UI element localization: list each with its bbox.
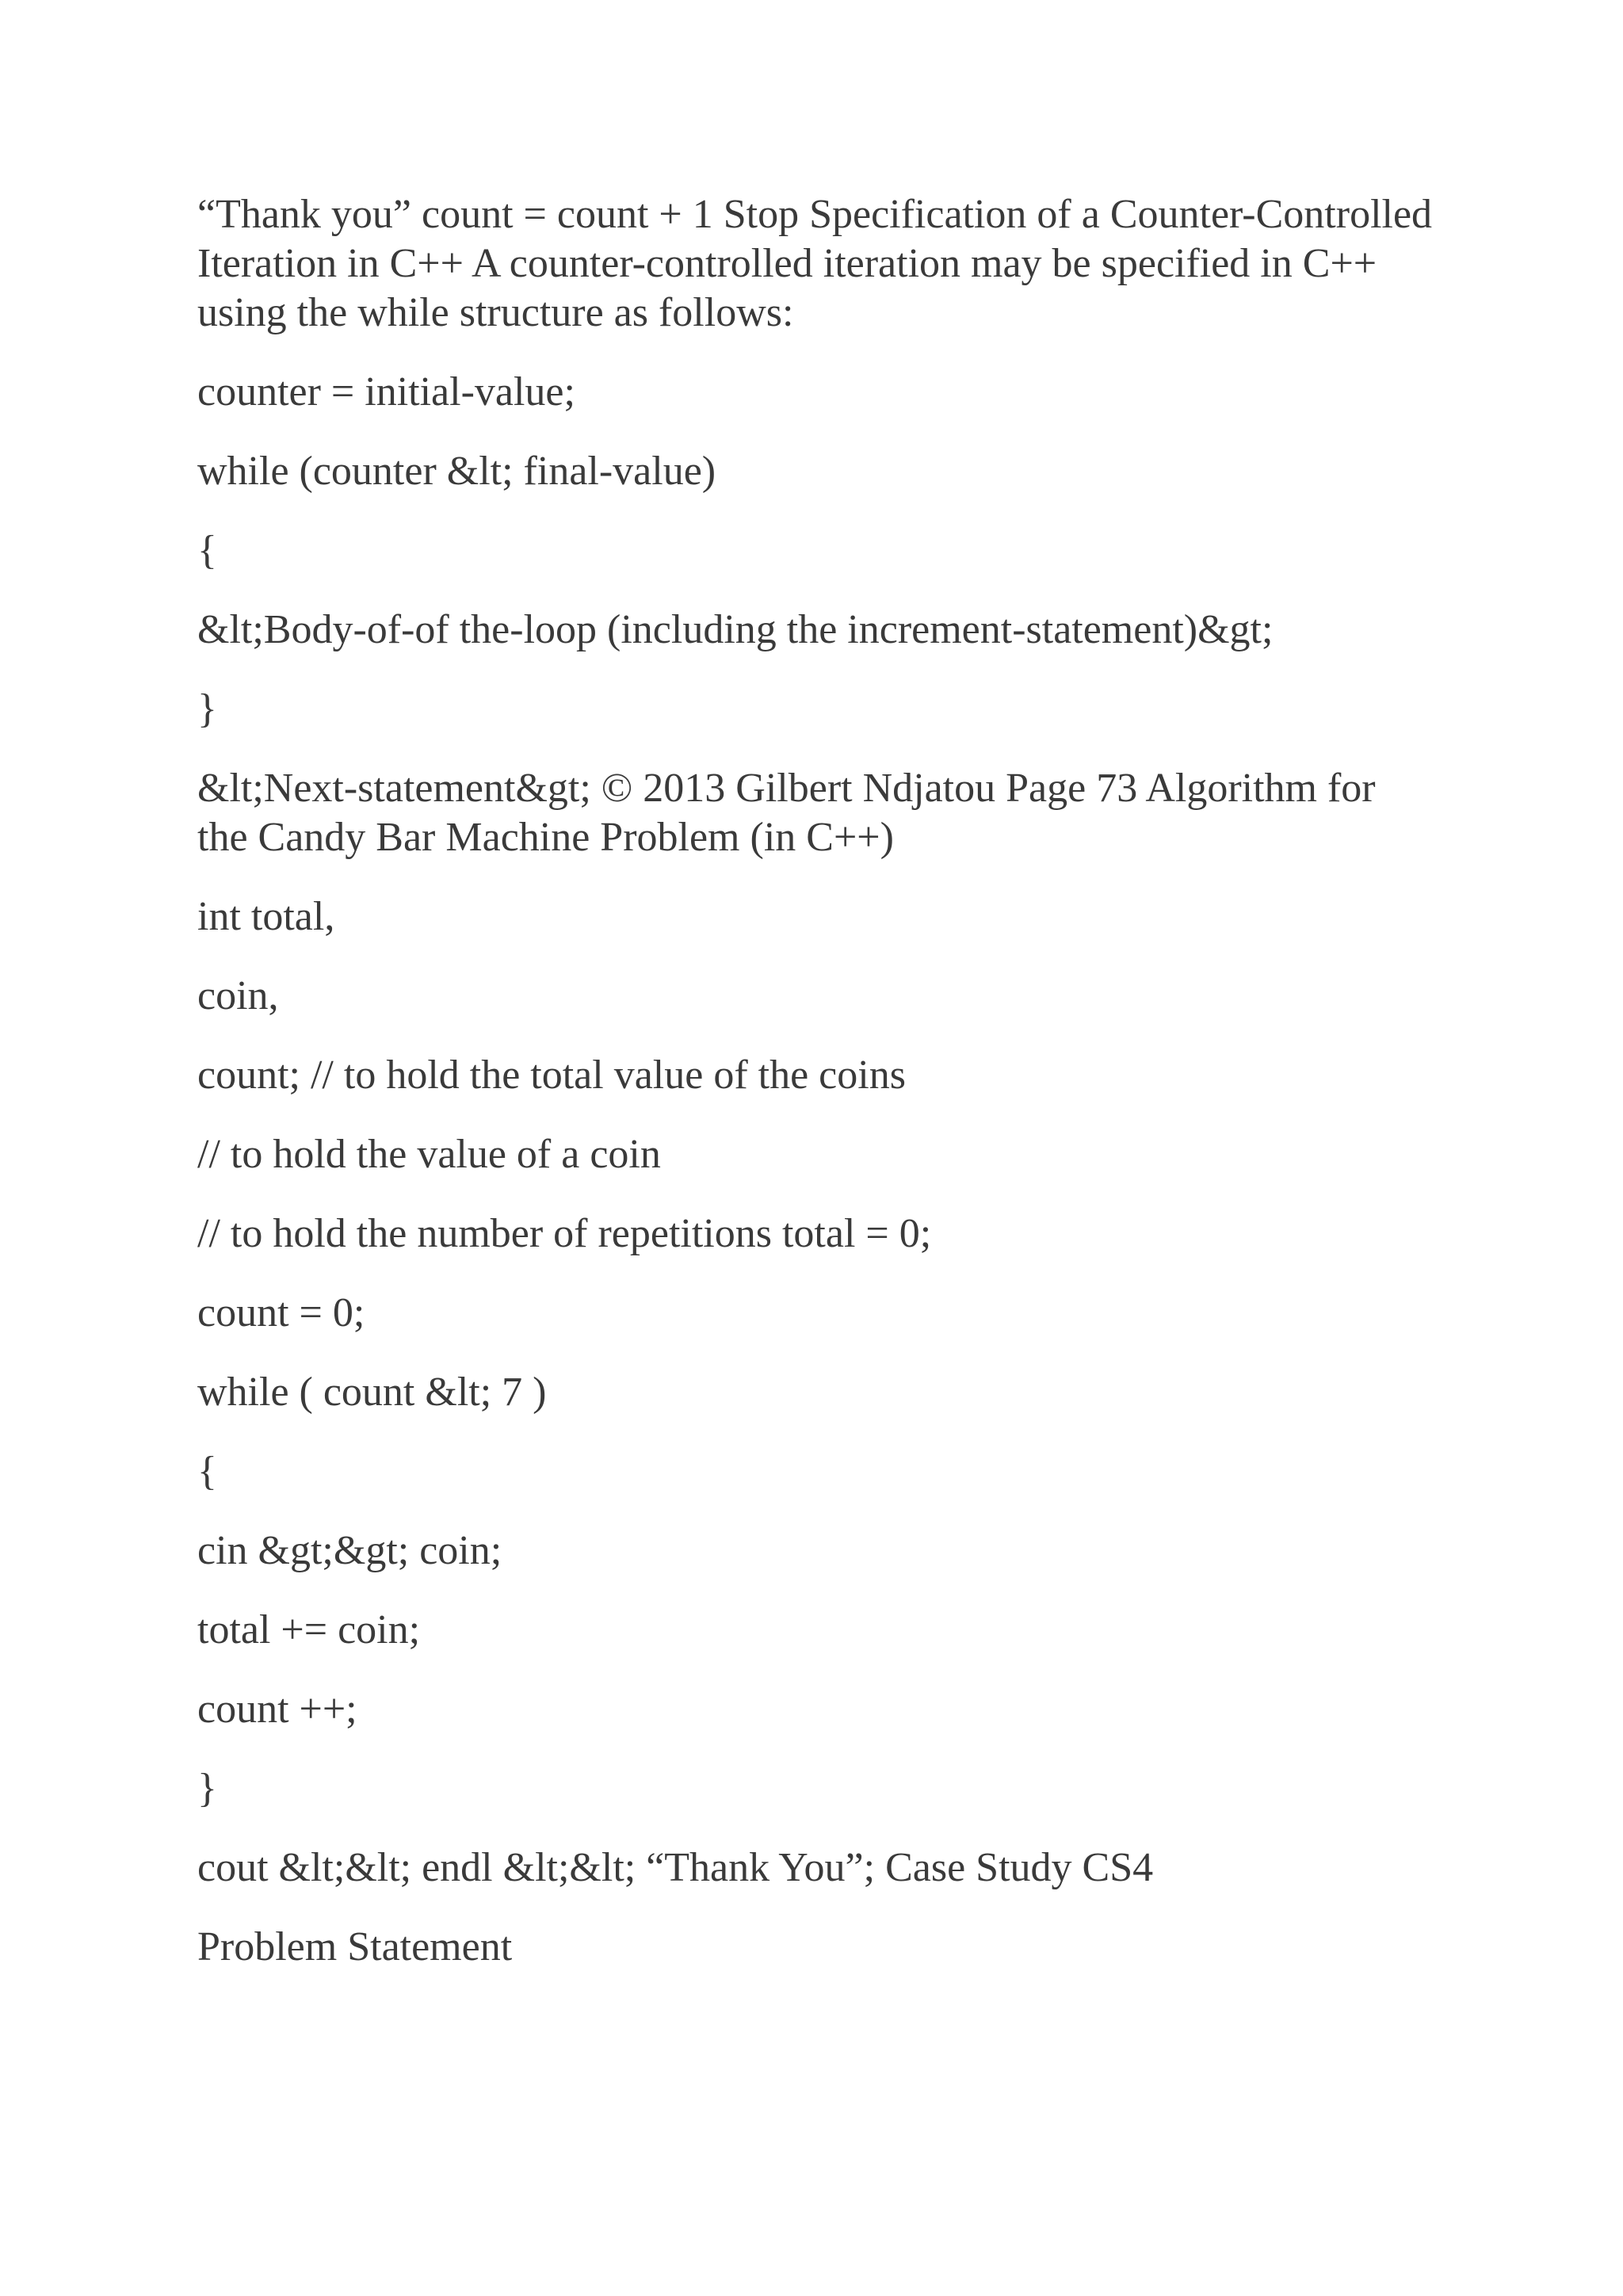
code-line-open-brace: {	[197, 528, 217, 573]
code-line-close-brace: }	[197, 686, 217, 732]
code-line-count-zero: count = 0;	[197, 1290, 365, 1335]
paragraph-intro: “Thank you” count = count + 1 Stop Specification of a Counter-Controlled Iteration in C++ A counter-controlled iteration may be specified in C++ using the while structure as follows:	[197, 192, 1443, 335]
code-line-open-brace-2: {	[197, 1449, 217, 1494]
code-line-while: while (counter &lt; final-value)	[197, 449, 716, 494]
code-line-count-increment: count ++;	[197, 1687, 357, 1732]
code-line-int-total: int total,	[197, 894, 335, 939]
code-line-close-brace-2: }	[197, 1766, 217, 1811]
heading-problem-statement: Problem Statement	[197, 1924, 513, 1969]
code-line-counter-init: counter = initial-value;	[197, 369, 575, 415]
code-line-total-add: total += coin;	[197, 1607, 421, 1652]
code-line-cout: cout &lt;&lt; endl &lt;&lt; “Thank You”; Case Study CS4	[197, 1845, 1154, 1890]
code-line-coin: coin,	[197, 973, 279, 1018]
paragraph-next-statement: &lt;Next-statement&gt; © 2013 Gilbert Ndjatou Page 73 Algorithm for the Candy Bar Machine Problem (in C++)	[197, 766, 1386, 860]
code-line-cin: cin &gt;&gt; coin;	[197, 1528, 502, 1573]
code-line-loop-body: &lt;Body-of-of the-loop (including the increment-statement)&gt;	[197, 607, 1274, 652]
code-line-coin-comment: // to hold the value of a coin	[197, 1132, 661, 1177]
document-body	[197, 190, 1443, 2002]
code-line-count-comment: count; // to hold the total value of the coins	[197, 1052, 906, 1098]
code-line-repetitions-comment: // to hold the number of repetitions total = 0;	[197, 1211, 932, 1256]
code-line-while-count: while ( count &lt; 7 )	[197, 1370, 547, 1415]
